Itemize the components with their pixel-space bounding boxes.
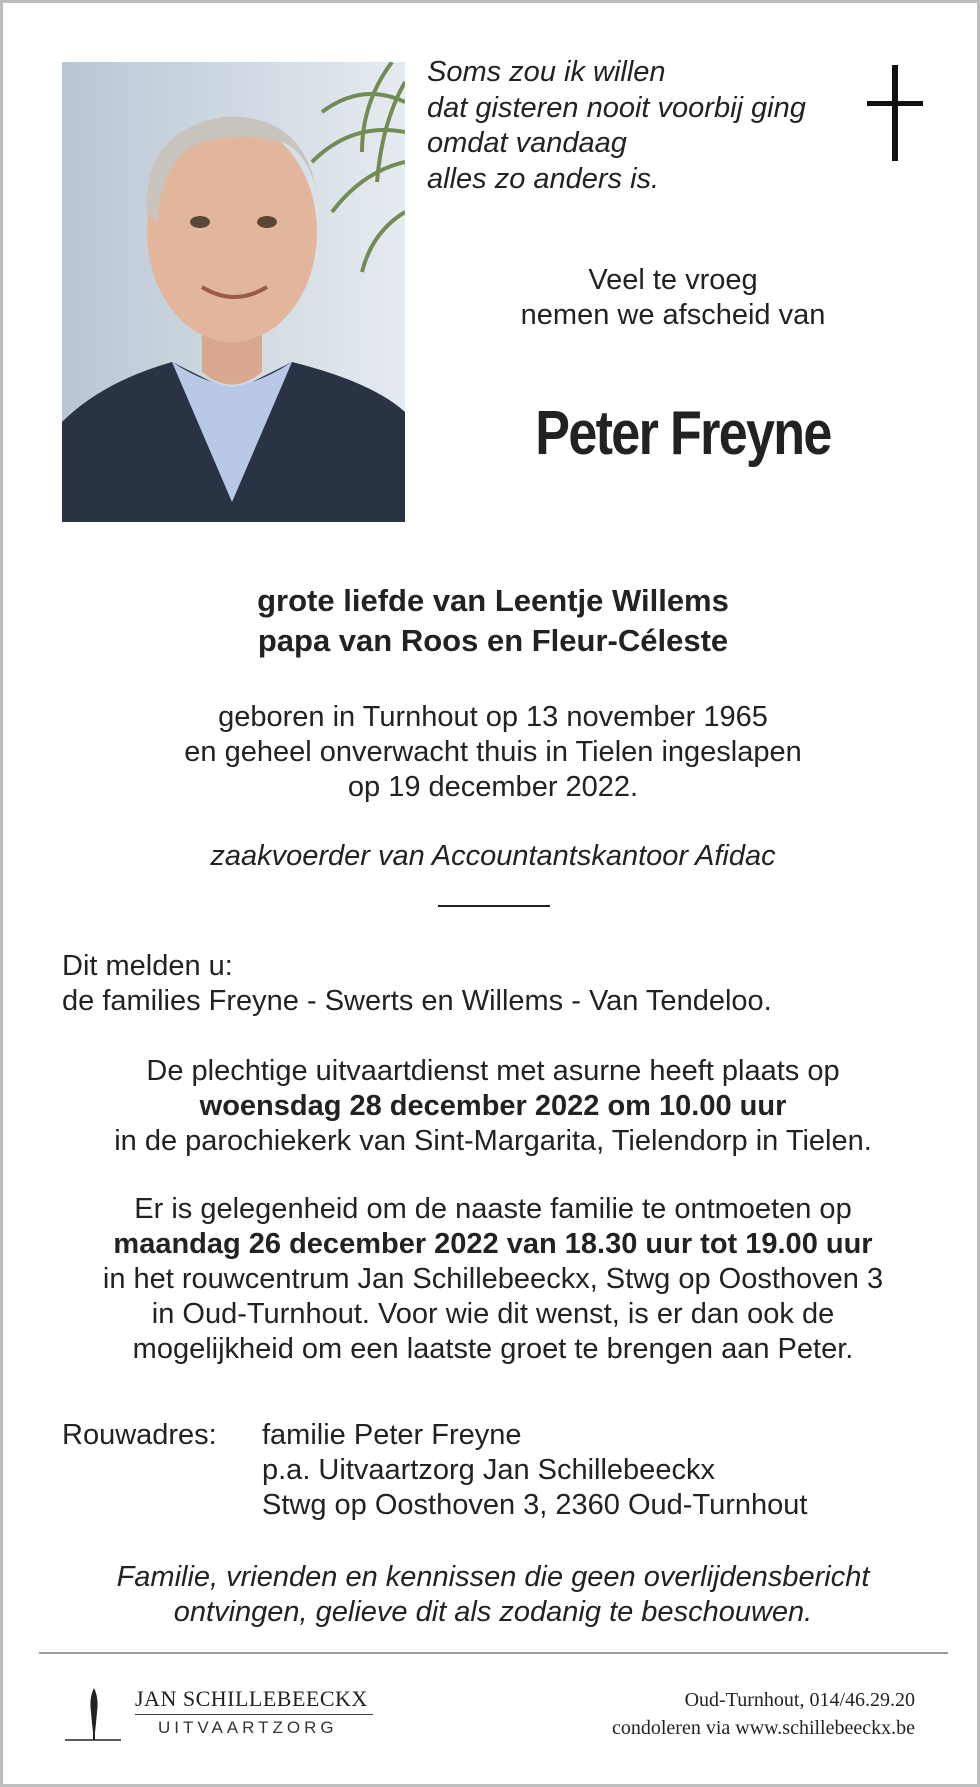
footer-rule xyxy=(39,1652,948,1654)
announcement xyxy=(62,949,772,1019)
address-line: Stwg op Oosthoven 3, 2360 Oud-Turnhout xyxy=(262,1489,808,1521)
announcement-line: de families Freyne - Swerts en Willems - Van Tendeloo. xyxy=(62,985,772,1017)
notice xyxy=(43,1560,943,1630)
poem-line: alles zo anders is. xyxy=(427,162,660,195)
announcement-line: Dit melden u: xyxy=(62,950,233,982)
contact-website[interactable]: condoleren via www.schillebeeckx.be xyxy=(611,1717,915,1739)
service-line: De plechtige uitvaartdienst met asurne heeft plaats op xyxy=(146,1055,840,1087)
deceased-name: Peter Freyne xyxy=(535,399,831,468)
relations xyxy=(43,581,943,661)
tree-logo-icon xyxy=(63,1686,125,1742)
meeting-line: in Oud-Turnhout. Voor wie dit wenst, is er dan ook de xyxy=(151,1298,835,1330)
poem-line: omdat vandaag xyxy=(427,127,627,159)
intro-line: nemen we afscheid van xyxy=(520,299,826,331)
dates-line: geboren in Turnhout op 13 november 1965 xyxy=(218,701,768,733)
rouwadres-address xyxy=(262,1418,807,1523)
occupation: zaakvoerder van Accountantskantoor Afidac xyxy=(210,840,776,872)
logo-subtitle: UITVAARTZORG xyxy=(158,1718,338,1737)
address-line: p.a. Uitvaartzorg Jan Schillebeeckx xyxy=(262,1454,715,1486)
meeting-line: mogelijkheid om een laatste groet te brengen aan Peter. xyxy=(132,1333,854,1365)
relation-line: grote liefde van Leentje Willems xyxy=(257,583,729,618)
intro-line: Veel te vroeg xyxy=(588,264,758,296)
contact-phone: Oud-Turnhout, 014/46.29.20 xyxy=(684,1689,915,1711)
poem xyxy=(427,55,867,197)
contact-info xyxy=(612,1686,915,1742)
notice-line: ontvingen, gelieve dit als zodanig te beschouwen. xyxy=(173,1596,813,1628)
rouwadres-label: Rouwadres: xyxy=(62,1419,217,1451)
funeral-service xyxy=(43,1054,943,1159)
poem-line: Soms zou ik willen xyxy=(427,56,666,88)
family-meeting xyxy=(43,1192,943,1367)
funeral-home-logo xyxy=(63,1686,383,1746)
relation-line: papa van Roos en Fleur-Céleste xyxy=(257,623,729,658)
logo-name: JAN SCHILLEBEECKX xyxy=(135,1686,368,1711)
cross-icon xyxy=(867,65,923,161)
intro-text xyxy=(453,263,893,333)
dates-line: en geheel onverwacht thuis in Tielen ingeslapen xyxy=(184,736,802,768)
meeting-datetime: maandag 26 december 2022 van 18.30 uur tot 19.00 uur xyxy=(113,1228,873,1260)
portrait-photo xyxy=(62,62,405,522)
service-datetime: woensdag 28 december 2022 om 10.00 uur xyxy=(199,1090,787,1122)
meeting-line: Er is gelegenheid om de naaste familie te ontmoeten op xyxy=(134,1193,852,1225)
poem-line: dat gisteren nooit voorbij ging xyxy=(427,91,806,124)
service-line: in de parochiekerk van Sint-Margarita, Tielendorp in Tielen. xyxy=(114,1125,872,1157)
notice-line: Familie, vrienden en kennissen die geen overlijdensbericht xyxy=(116,1561,870,1593)
dates-line: op 19 december 2022. xyxy=(347,771,639,803)
meeting-line: in het rouwcentrum Jan Schillebeeckx, Stwg op Oosthoven 3 xyxy=(102,1263,884,1295)
life-dates xyxy=(43,700,943,805)
divider xyxy=(438,905,550,907)
address-line: familie Peter Freyne xyxy=(262,1419,522,1451)
